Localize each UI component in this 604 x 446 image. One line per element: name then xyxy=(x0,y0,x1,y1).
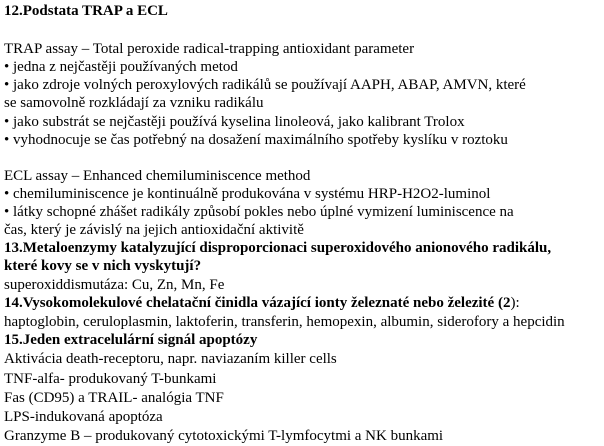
trap-item: • jedna z nejčastěji používaných metod xyxy=(4,59,238,75)
section-14-heading-tail: ): xyxy=(510,295,520,311)
section-14-heading-bold: 14.Vysokomolekulové chelatační činidla vázající ionty železnaté nebo železité (2 xyxy=(4,295,511,311)
section-13-answer: superoxiddismutáza: Cu, Zn, Mn, Fe xyxy=(4,277,225,293)
section-15-item: Aktivácia death-receptoru, napr. naviazaním killer cells xyxy=(4,351,337,367)
section-15-heading: 15.Jeden extracelulární signál apoptózy xyxy=(4,332,258,348)
section-15-item: TNF-alfa- produkovaný T-bunkami xyxy=(4,371,217,387)
trap-item: • jako substrát se nejčastěji používá kyselina linoleová, jako kalibrant Trolox xyxy=(4,114,465,130)
section-13-heading: 13.Metaloenzymy katalyzující disproporcionaci superoxidového anionového radikálu, xyxy=(4,240,552,256)
section-14-heading xyxy=(4,294,520,313)
trap-item: se samovolně rozkládají za vzniku radikálu xyxy=(4,95,264,111)
ecl-item: • chemiluminiscence je kontinuálně produkována v systému HRP-H2O2-luminol xyxy=(4,186,491,202)
section-12-heading: 12.Podstata TRAP a ECL xyxy=(4,3,168,19)
section-14-answer: haptoglobin, ceruloplasmin, laktoferin, transferin, hemopexin, albumin, siderofory a hepcidin xyxy=(4,314,565,330)
ecl-item: • látky schopné zhášet radikály způsobí pokles nebo úplné vymizení luminiscence na xyxy=(4,204,514,220)
trap-title: TRAP assay – Total peroxide radical-trapping antioxidant parameter xyxy=(4,41,415,57)
trap-item: • vyhodnocuje se čas potřebný na dosažení maximálního spotřeby kyslíku v roztoku xyxy=(4,132,508,148)
ecl-item: čas, který je závislý na jejich antioxidační aktivitě xyxy=(4,222,304,238)
trap-item: • jako zdroje volných peroxylových radikálů se používají AAPH, ABAP, AMVN, které xyxy=(4,77,526,93)
section-15-item: Granzyme B – produkovaný cytotoxickými T-lymfocytmi a NK bunkami xyxy=(4,428,444,444)
section-15-item: Fas (CD95) a TRAIL- analógia TNF xyxy=(4,390,224,406)
ecl-title: ECL assay – Enhanced chemiluminiscence method xyxy=(4,168,311,184)
section-15-item: LPS-indukovaná apoptóza xyxy=(4,409,163,425)
section-13-heading-cont: které kovy se v nich vyskytují? xyxy=(4,258,202,274)
